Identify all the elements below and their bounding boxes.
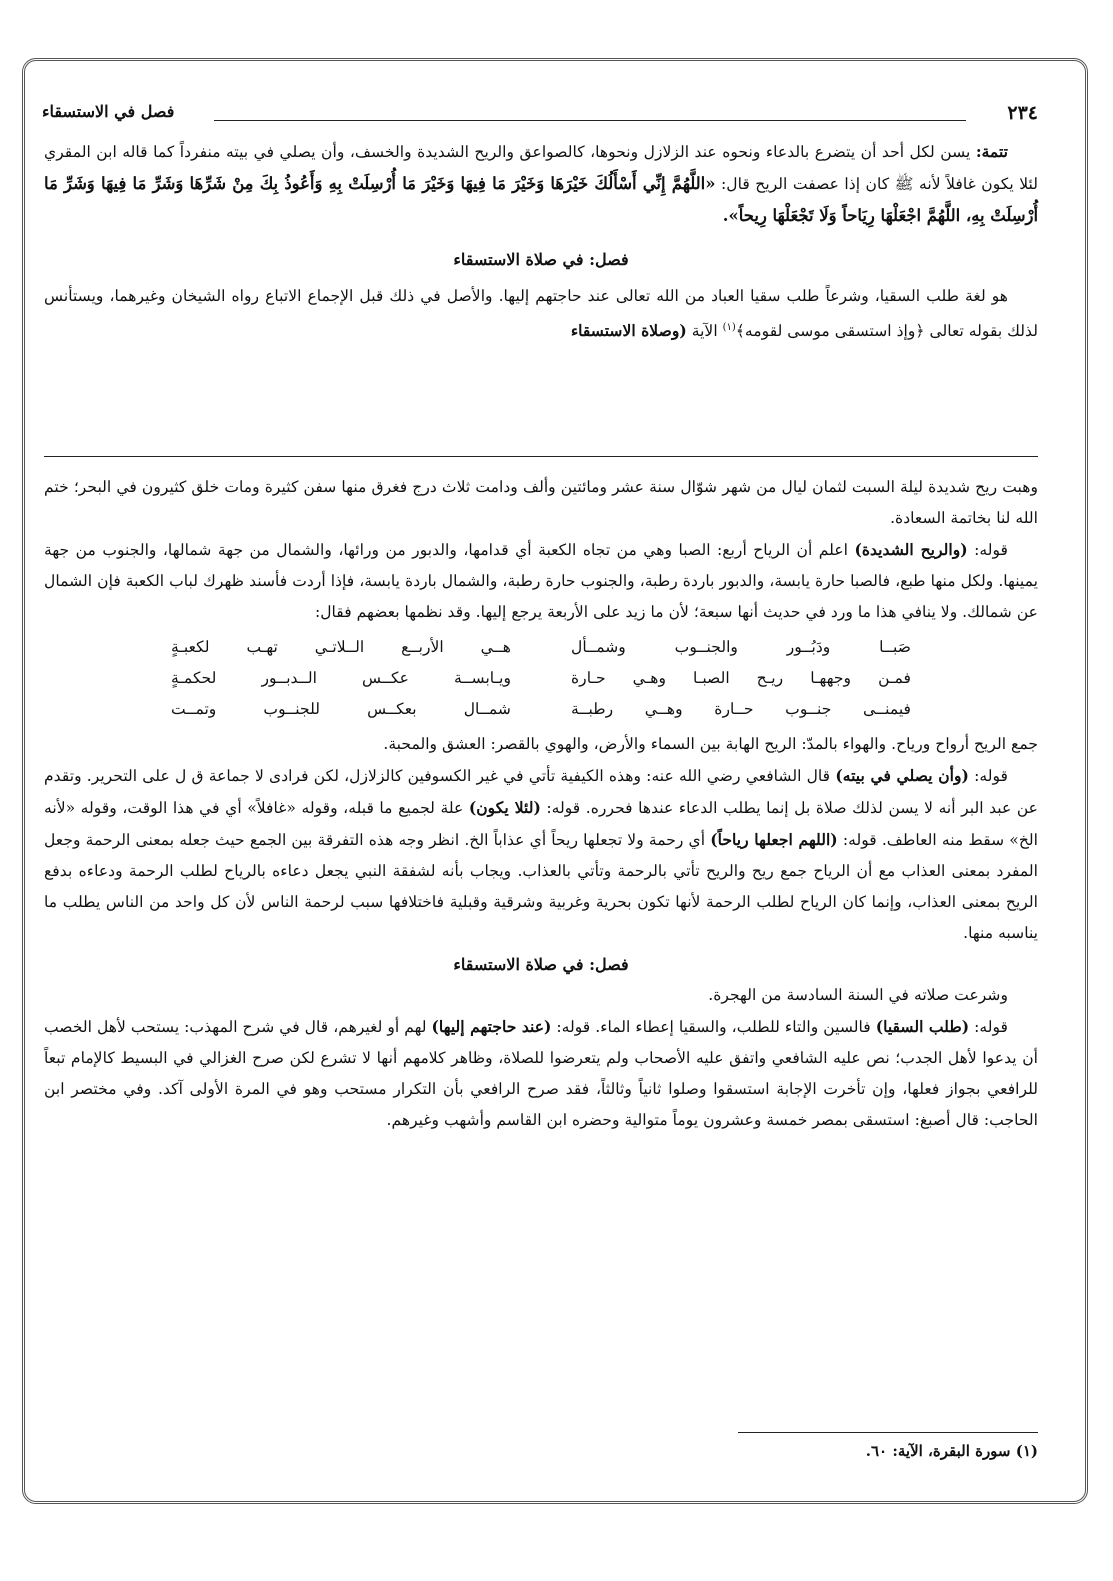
verse-first-half: فمـن وجههـا ريـح الصبـا وهـي حـارة — [571, 669, 911, 687]
commentary-paragraph-2 — [44, 534, 1038, 628]
section-title-2: فصل: في صلاة الاستسقاء — [453, 955, 629, 974]
commentary-paragraph-4 — [44, 760, 1038, 949]
poem-verse — [44, 632, 1038, 663]
document-page — [36, 90, 1046, 1480]
footnote: (١) سورة البقرة، الآية: ٦٠. — [865, 1442, 1038, 1460]
commentary-paragraph-6 — [44, 1011, 1038, 1136]
bold-quote: (اللهم اجعلها رياحاً) — [710, 830, 838, 849]
verse-first-half: صَبــا ودَبُــور والجنــوب وشمــأل — [571, 638, 911, 656]
qawluh: قوله: — [974, 1018, 1008, 1036]
paragraph-text: علة لجميع ما قبله، وقوله «غافلاً» أي في هذا الوقت، وقوله «لأنه الخ» سقط منه العاطف. قوله: — [44, 799, 1038, 849]
bold-quote: (والريح الشديدة) — [854, 540, 968, 559]
commentary — [44, 472, 1038, 1136]
page-number: ٢٣٤ — [1007, 102, 1038, 124]
section-text: هو لغة طلب السقيا، وشرعاً طلب سقيا العباد من الله تعالى عند حاجتهم إليها. والأصل في ذلك قبل الإجماع الاتباع رواه الشيخان وغيرهما، ويستأنس لذلك بقوله تعالى ﴿وإذ استسقى موسى لقومه﴾ — [44, 287, 1038, 341]
paragraph-text: لهم أو لغيرهم، قال في شرح المهذب: يستحب لأهل الخصب أن يدعوا لأهل الجدب؛ نص عليه الشافعي واتفق عليه الأصحاب ولم يتعرضوا للصلاة، وظاهر كلامهم أنها لا تشرع لكن صرح الغزالي في البسيط كالإمام تبعاً للرافعي بجواز فعلها، وإن تأخرت الإجابة استسقوا وصلوا ثانياً وثالثاً، فقد صرح الرافعي بأن التكرار مستحب وهو في المرة الأولى آكد. وفي مختصر ابن الحاجب: قال أصبغ: استسقى بمصر خمسة وعشرون يوماً متوالية وحضره ابن القاسم وأشهب وغيرهم. — [44, 1018, 1038, 1129]
bold-quote: (لئلا يكون) — [468, 798, 541, 817]
footnote-rule — [738, 1432, 1038, 1433]
page-header — [36, 98, 1046, 132]
qawluh: قوله: — [974, 767, 1008, 785]
tatimma-paragraph — [44, 136, 1038, 232]
paragraph-text: فالسين والتاء للطلب، والسقيا إعطاء الماء. قوله: — [556, 1018, 871, 1036]
poem-verse — [44, 663, 1038, 694]
paragraph-text: اعلم أن الرياح أربع: الصبا وهي من تجاه الكعبة أي قدامها، والدبور من ورائها، والشمال من جهة شمالها، والجنوب من جهة يمينها. ولكل منها طبع، فالصبا حارة يابسة، والدبور باردة رطبة، والجنوب حارة رطبة، والشمال باردة يابسة، فإذا أردت فأسند ظهرك لباب الكعبة فإن الشمال عن شمالك. ولا ينافي هذا ما ورد في حديث أنها سبعة؛ لأن ما زيد على الأربعة يرجع إليها. وقد نظمها بعضهم فقال: — [44, 541, 1038, 621]
commentary-paragraph-3: جمع الريح أرواح ورياح. والهواء بالمدّ: الريح الهابة بين السماء والأرض، والهوي بالقصر: العشق والمحبة. — [383, 735, 1038, 753]
paragraph-text: أي رحمة ولا تجعلها ريحاً أي عذاباً الخ. انظر وجه هذه التفرقة بين الجمع حيث جعله بمعنى الرحمة وجعل المفرد بمعنى العذاب مع أن الرياح جمع ريح والريح تأتي بالرحمة وتأتي بالعذاب. ويجاب بأنه لشفقة النبي يجعل دعاءه بالرياح لطلب الرحمة ودعاءه بدفع الريح بمعنى العذاب، وإنما كان الرياح لطلب الرحمة لأنها تكون بحرية وغربية وشرقية وقبلية فاختلافها سبب لرحمة الناس لأن كل واحد من الناس يطلب ما يناسبه منها. — [44, 831, 1038, 942]
tatimma-label: تتمة: — [975, 142, 1008, 161]
paragraph-text: قال الشافعي رضي الله عنه: وهذه الكيفية تأتي في غير الكسوفين كالزلازل، لكن فرادى لا جماعة ق ل على التحرير. وتقدم عن عبد البر أنه لا يسن لذلك صلاة بل إنما يطلب الدعاء عندها فحرره. قوله: — [44, 767, 1038, 817]
qawluh: قوله: — [974, 541, 1008, 559]
section-text-bold: (وصلاة الاستسقاء — [570, 321, 687, 341]
footnote-ref: (١) — [722, 322, 736, 333]
commentary-paragraph-5: وشرعت صلاته في السنة السادسة من الهجرة. — [708, 986, 1008, 1004]
header-rule — [214, 120, 966, 121]
section-paragraph — [44, 281, 1038, 347]
hadith-text: «اللَّهُمَّ إِنِّي أَسْأَلُكَ خَيْرَهَا وَخَيْرَ مَا فِيهَا وَخَيْرَ مَا أُرْسِلَتْ بِهِ وَأَعُوذُ بِكَ مِنْ شَرِّهَا وَشَرِّ مَا فِيهَا وَشَرِّ مَا أُرْسِلَتْ بِهِ، اللَّهُمَّ اجْعَلْهَا رِيَاحاً وَلَا تَجْعَلْهَا رِيحاً». — [44, 174, 1038, 225]
main-text — [44, 136, 1038, 347]
section-text-end: الآية — [686, 322, 723, 341]
verse-second-half: شمــال بعكــس للجنــوب وتمــت — [171, 700, 511, 718]
poem — [44, 632, 1038, 725]
bold-quote: (طلب السقيا) — [875, 1017, 970, 1036]
running-title: فصل في الاستسقاء — [42, 102, 175, 121]
verse-second-half: هــي الأربــع الــلاتـي تهـب لكعبـةٍ — [171, 638, 511, 656]
verse-first-half: فيمنــى جنــوب حــارة وهــي رطبــة — [571, 700, 911, 718]
bold-quote: (وأن يصلي في بيته) — [835, 766, 969, 785]
bold-quote: (عند حاجتهم إليها) — [431, 1017, 552, 1036]
commentary-paragraph-1: وهبت ريح شديدة ليلة السبت لثمان ليال من شهر شوّال سنة عشر ومائتين وألف ودامت ثلاث درج فغرق منها سفن كثيرة ومات خلق كثيرون في البحر؛ ختم الله لنا بخاتمة السعادة. — [44, 478, 1038, 527]
section-title: فصل: في صلاة الاستسقاء — [453, 250, 629, 269]
commentary-separator — [44, 456, 1038, 457]
poem-verse — [44, 694, 1038, 725]
tatimma-text: يسن لكل أحد أن يتضرع بالدعاء ونحوه عند الزلازل ونحوها، كالصواعق والريح الشديدة والخسف، وأن يصلي في بيته منفرداً كما قاله ابن المقري لئلا يكون غافلاً لأنه ﷺ كان إذا عصفت الريح قال: — [44, 143, 1038, 193]
verse-second-half: ويـابســة عكــس الــدبــور لحكمـةٍ — [171, 669, 511, 687]
